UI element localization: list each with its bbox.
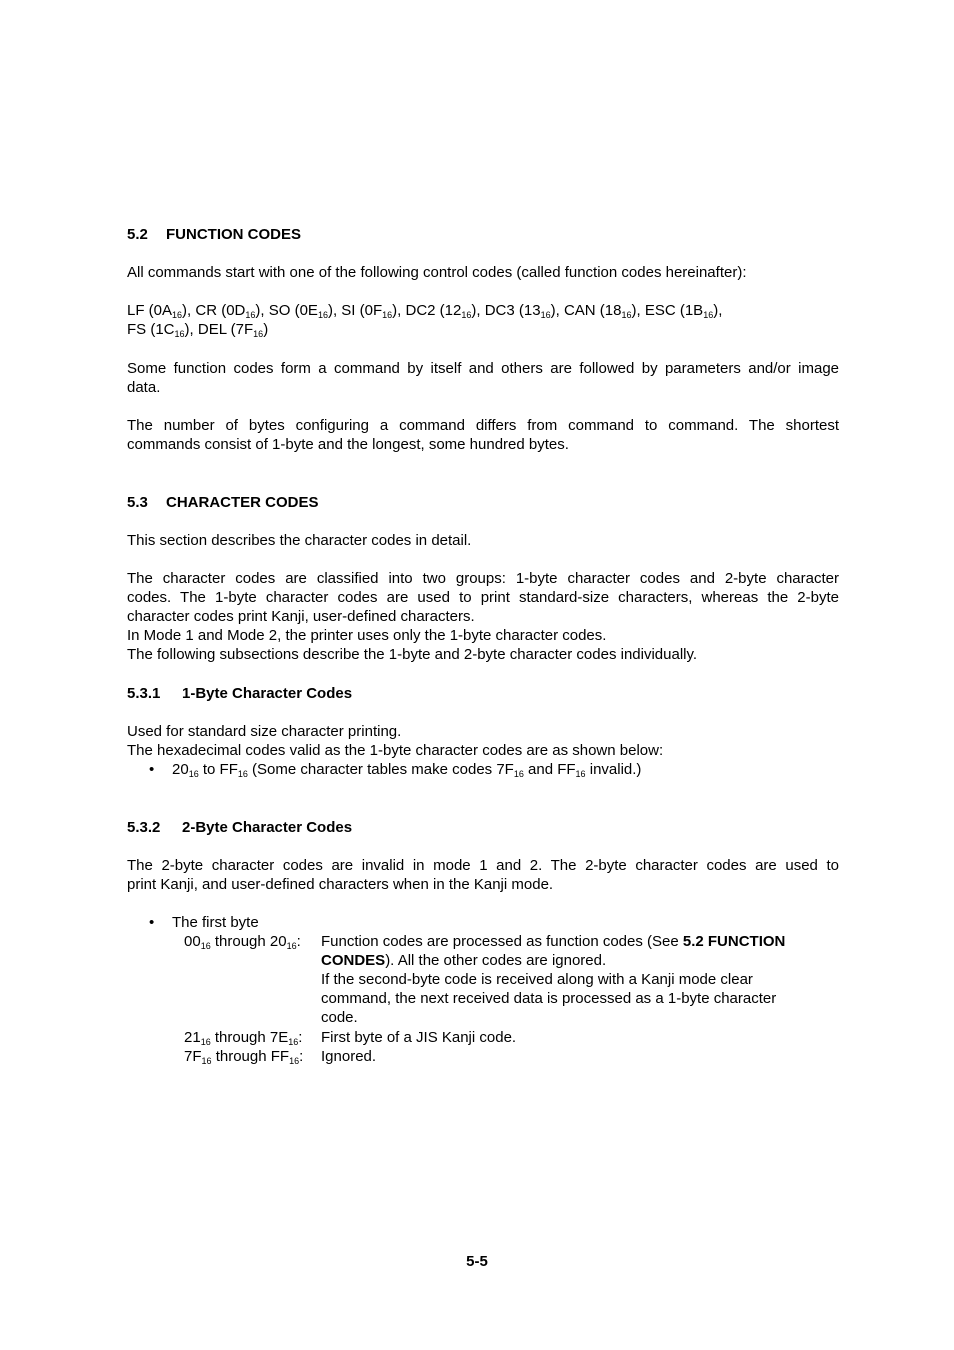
description-line: Function codes are processed as function codes (See 5.2 FUNCTION: [321, 933, 786, 950]
paragraph-line: The 2-byte character codes are invalid in mode 1 and 2. The 2-byte character codes are used to: [127, 857, 839, 874]
paragraph-line: data.: [127, 379, 161, 396]
description-line: If the second-byte code is received along with a Kanji mode clear: [321, 971, 753, 988]
code-range-description: [321, 932, 821, 1027]
bullet-icon: •: [149, 914, 155, 931]
subsection-number: 5.3.2: [127, 819, 161, 836]
function-code: DEL $(7F_{16})$: [197, 321, 269, 339]
section-heading-function-codes: [127, 225, 839, 244]
paragraph-line: print Kanji, and user-defined characters when in the Kanji mode.: [127, 876, 554, 893]
character-codes-intro: This section describes the character codes in detail.: [127, 532, 472, 549]
one-byte-text: [127, 722, 839, 760]
paragraph-line: codes. The 1-byte character codes are used to print standard-size characters, whereas the 2-byte: [127, 589, 839, 606]
description-line: CONDES). All the other codes are ignored.: [321, 952, 607, 969]
function-code: DC2 $(12_{16})$,: [405, 302, 485, 320]
section-reference: CONDES: [321, 952, 386, 969]
subsection-title: 1-Byte Character Codes: [182, 685, 353, 702]
function-codes-paragraph: [127, 416, 839, 454]
function-code-list-line: [127, 301, 839, 320]
one-byte-range: $20_{16}$ to $FF_{16}$ (Some character tables make codes $7F_{16}$ and $FF_{16}$ invalid.): [172, 761, 642, 779]
paragraph-line: The number of bytes configuring a command differs from command to command. The shortest: [127, 417, 839, 434]
function-code: LF $(0A_{16})$,: [127, 302, 196, 320]
function-code-list: [127, 301, 839, 339]
section-reference: 5.2 FUNCTION: [682, 933, 786, 950]
code-range-description: Ignored.: [321, 1048, 377, 1065]
function-code-list-line: [127, 320, 839, 339]
subsection-heading-2-byte: [127, 818, 839, 837]
function-code: SO $(0E_{16})$,: [268, 302, 342, 320]
bullet-icon: •: [149, 761, 155, 778]
paragraph-line: The character codes are classified into two groups: 1-byte character codes and 2-byte character: [127, 570, 839, 587]
subsection-heading-1-byte: [127, 684, 839, 703]
description-line: code.: [321, 1009, 358, 1026]
function-codes-intro: All commands start with one of the following control codes (called function codes hereinafter):: [127, 264, 747, 281]
paragraph-line: In Mode 1 and Mode 2, the printer uses only the 1-byte character codes.: [127, 627, 607, 644]
code-range-label: $21_{16}$ through $7E_{16}$:: [184, 1029, 303, 1047]
section-title: CHARACTER CODES: [166, 494, 319, 511]
page-number: 5-5: [466, 1253, 488, 1270]
subsection-title: 2-Byte Character Codes: [182, 819, 353, 836]
section-number: 5.2: [127, 226, 148, 243]
function-code: DC3 $(13_{16})$,: [484, 302, 564, 320]
function-code: CAN $(18_{16})$,: [563, 302, 645, 320]
paragraph-line: character codes print Kanji, user-defined characters.: [127, 608, 475, 625]
code-range-description: First byte of a JIS Kanji code.: [321, 1029, 517, 1046]
function-code: CR $(0D_{16})$,: [195, 302, 269, 320]
paragraph-line: The hexadecimal codes valid as the 1-byte character codes are as shown below:: [127, 742, 664, 759]
function-code: FS $(1C_{16})$,: [127, 321, 198, 339]
section-heading-character-codes: [127, 493, 839, 512]
function-code: ESC $(1B_{16})$,: [644, 302, 723, 320]
two-byte-paragraph: [127, 856, 839, 894]
paragraph-line: Some function codes form a command by itself and others are followed by parameters and/or image: [127, 360, 839, 377]
paragraph-line: commands consist of 1-byte and the longest, some hundred bytes.: [127, 436, 569, 453]
section-number: 5.3: [127, 494, 148, 511]
function-codes-paragraph: [127, 359, 839, 397]
first-byte-label: The first byte: [172, 914, 259, 931]
section-title: FUNCTION CODES: [166, 226, 301, 243]
description-line: command, the next received data is processed as a 1-byte character: [321, 990, 777, 1007]
paragraph-line: The following subsections describe the 1-byte and 2-byte character codes individually.: [127, 646, 698, 663]
character-codes-paragraph: [127, 569, 839, 664]
function-code: SI $(0F_{16})$,: [341, 302, 406, 320]
paragraph-line: Used for standard size character printing.: [127, 723, 402, 740]
code-range-label: $00_{16}$ through $20_{16}$:: [184, 933, 301, 951]
subsection-number: 5.3.1: [127, 685, 161, 702]
code-range-label: $7F_{16}$ through $FF_{16}$:: [184, 1048, 304, 1066]
